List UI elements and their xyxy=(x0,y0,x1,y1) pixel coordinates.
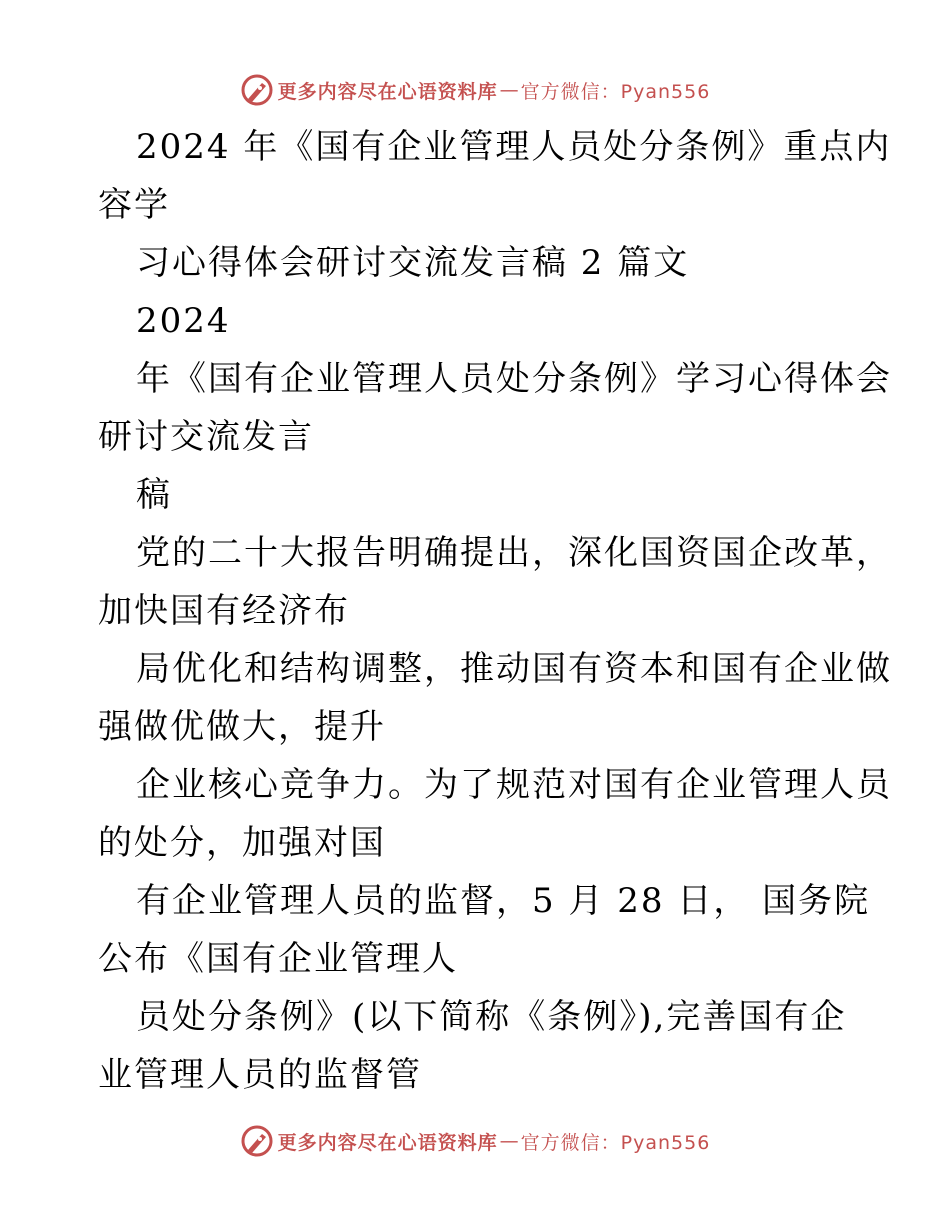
text-line: 年《国有企业管理人员处分条例》学习心得体会 xyxy=(136,359,892,399)
watermark-separator: — xyxy=(499,1130,519,1152)
watermark-wechat-text: 官方微信：Pyan556 xyxy=(520,80,711,103)
text-line: 习心得体会研讨交流发言稿 2 篇文 xyxy=(136,243,690,283)
watermark-separator: — xyxy=(499,79,519,101)
watermark-wechat-text: 官方微信：Pyan556 xyxy=(520,1131,711,1154)
text-line: 局优化和结构调整，推动国有资本和国有企业做 xyxy=(136,649,892,689)
text-line: 强做优做大，提升 xyxy=(98,707,386,747)
document-body xyxy=(98,118,892,1104)
watermark-main-text: 更多内容尽在心语资料库 xyxy=(277,80,498,103)
text-line: 员处分条例》(以下简称《条例》),完善国有企 xyxy=(136,997,847,1037)
footer-watermark xyxy=(0,1121,950,1161)
text-line: 加快国有经济布 xyxy=(98,591,350,631)
pen-logo-icon xyxy=(240,73,274,107)
watermark-main-text: 更多内容尽在心语资料库 xyxy=(277,1131,498,1154)
text-line: 研讨交流发言 xyxy=(98,417,314,457)
text-line: 2024 xyxy=(136,301,231,341)
text-line: 的处分，加强对国 xyxy=(98,823,386,863)
text-line: 业管理人员的监督管 xyxy=(98,1055,422,1095)
text-line: 企业核心竞争力。为了规范对国有企业管理人员 xyxy=(136,765,892,805)
text-line: 有企业管理人员的监督，5 月 28 日， 国务院 xyxy=(136,881,871,921)
text-line: 稿 xyxy=(136,475,172,515)
header-watermark xyxy=(0,70,950,110)
pen-logo-icon xyxy=(240,1124,274,1158)
text-line: 党的二十大报告明确提出，深化国资国企改革， xyxy=(136,533,892,573)
text-line: 2024 年《国有企业管理人员处分条例》重点内 xyxy=(136,127,892,167)
text-line: 容学 xyxy=(98,185,170,225)
text-line: 公布《国有企业管理人 xyxy=(98,939,458,979)
